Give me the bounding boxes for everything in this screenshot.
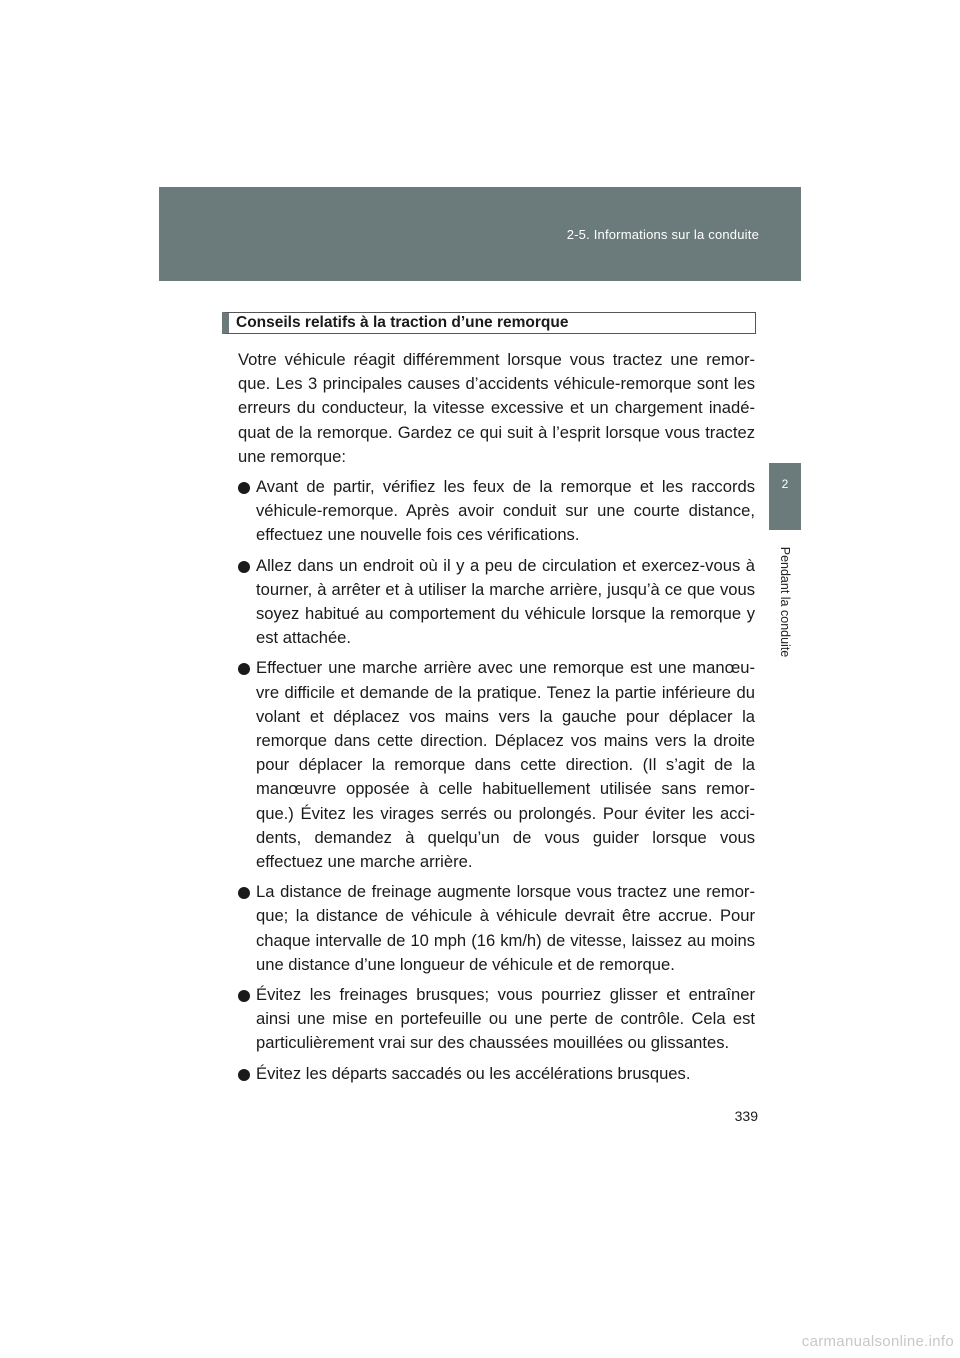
list-item	[238, 475, 755, 548]
list-item	[238, 656, 755, 874]
list-item	[238, 554, 755, 651]
list-item	[238, 880, 755, 977]
list-item-text: Évitez les freinages brusques; vous pourriez glisser et entraîner ainsi une mise en portefeuille ou une perte de contrôle. Cela est particulièrement vrai sur des chaussées mouillées ou glissantes.	[256, 985, 755, 1053]
watermark: carmanualsonline.info	[801, 1333, 954, 1350]
list-item-text: Effectuer une marche arrière avec une remorque est une manœu-vre difficile et demande de la pratique. Tenez la partie inférieure du volant et déplacez vos mains vers la gauche pour déplacer la remorque dans cette direction. Déplacez vos mains vers la droite pour déplacer la remorque dans cette direction. (Il s’agit de la manœuvre opposée à celle habituellement utilisée sans remor-que.) Évitez les virages serrés ou prolongés. Pour éviter les acci-dents, demandez à quelqu’un de vous guider lorsque vous effectuez une marche arrière.	[256, 658, 755, 872]
section-title: 2-5. Informations sur la conduite	[566, 227, 759, 242]
page-number: 339	[734, 1108, 758, 1124]
list-item	[238, 983, 755, 1056]
chapter-label: Pendant la conduite	[778, 546, 792, 658]
bullet-icon	[238, 1069, 250, 1081]
advice-list	[238, 475, 755, 1086]
intro-paragraph: Votre véhicule réagit différemment lorsque vous tractez une remor-que. Les 3 principales causes d’accidents véhicule-remorque sont les erreurs du conducteur, la vitesse excessive et un chargement inadé-quat de la remorque. Gardez ce qui suit à l’esprit lorsque vous tractez une remorque:	[238, 350, 755, 466]
chapter-number: 2	[781, 477, 789, 491]
list-item-text: La distance de freinage augmente lorsque vous tractez une remor-que; la distance de véhicule à véhicule devrait être accrue. Pour chaque intervalle de 10 mph (16 km/h) de vitesse, laissez au moins une distance d’une longueur de véhicule et de remorque.	[256, 882, 755, 974]
list-item-text: Évitez les départs saccadés ou les accélérations brusques.	[256, 1063, 691, 1083]
bullet-icon	[238, 663, 250, 675]
chapter-tab	[769, 463, 801, 530]
header-band	[159, 187, 801, 281]
section-body	[238, 348, 755, 1086]
list-item-text: Avant de partir, vérifiez les feux de la remorque et les raccords véhicule-remorque. Après avoir conduit sur une courte distance, effectuez une nouvelle fois ces vérifications.	[256, 477, 755, 545]
section-heading: Conseils relatifs à la traction d’une remorque	[222, 312, 756, 334]
bullet-icon	[238, 482, 250, 494]
list-item-text: Allez dans un endroit où il y a peu de circulation et exercez-vous à tourner, à arrêter et à utiliser la marche arrière, jusqu’à ce que vous soyez habitué au comportement du véhicule lorsque la remorque y est attachée.	[256, 555, 755, 648]
list-item	[238, 1062, 755, 1086]
bullet-icon	[238, 561, 250, 573]
bullet-icon	[238, 990, 250, 1002]
bullet-icon	[238, 887, 250, 899]
